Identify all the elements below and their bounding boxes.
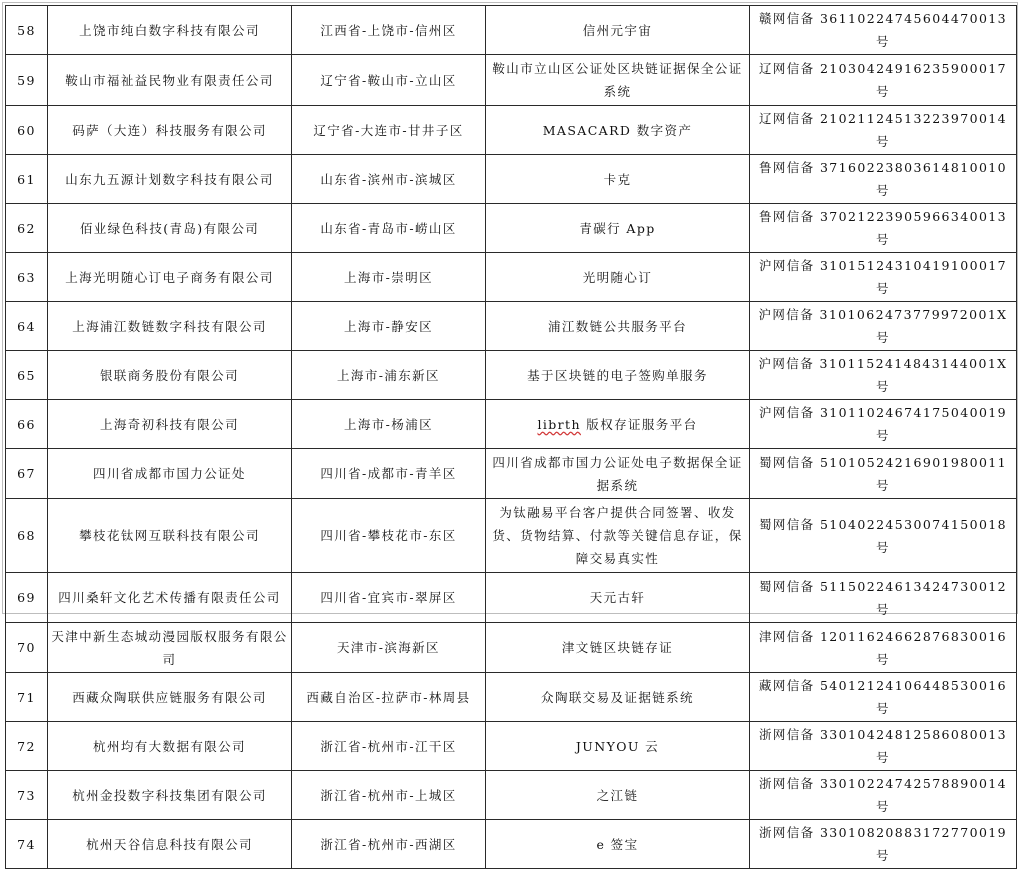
table-row	[6, 253, 1017, 302]
service-name-rest: 版权存证服务平台	[580, 416, 698, 432]
row-number: 62	[6, 204, 48, 253]
location: 西藏自治区-拉萨市-林周县	[292, 673, 486, 722]
company-name: 上海奇初科技有限公司	[48, 400, 292, 449]
row-number: 65	[6, 351, 48, 400]
row-number: 61	[6, 155, 48, 204]
service-name: 光明随心订	[486, 253, 750, 302]
table-row	[6, 673, 1017, 722]
service-name: 卡克	[486, 155, 750, 204]
company-name: 杭州均有大数据有限公司	[48, 722, 292, 771]
row-number: 73	[6, 771, 48, 820]
row-number: 64	[6, 302, 48, 351]
record-number: 鲁网信备 37160223803614810010 号	[750, 155, 1017, 204]
company-name: 码萨（大连）科技服务有限公司	[48, 106, 292, 155]
table-row	[6, 820, 1017, 869]
service-name: 四川省成都市国力公证处电子数据保全证据系统	[486, 449, 750, 499]
company-name: 杭州金投数字科技集团有限公司	[48, 771, 292, 820]
service-name	[486, 400, 750, 449]
row-number: 58	[6, 6, 48, 55]
record-number: 津网信备 12011624662876830016 号	[750, 623, 1017, 673]
service-name: MASACARD 数字资产	[486, 106, 750, 155]
company-name: 上饶市纯白数字科技有限公司	[48, 6, 292, 55]
table-row	[6, 106, 1017, 155]
location: 江西省-上饶市-信州区	[292, 6, 486, 55]
table-row	[6, 499, 1017, 573]
record-number: 沪网信备 31015124310419100017 号	[750, 253, 1017, 302]
service-name: 众陶联交易及证据链系统	[486, 673, 750, 722]
table-row	[6, 623, 1017, 673]
company-name: 银联商务股份有限公司	[48, 351, 292, 400]
location: 浙江省-杭州市-江干区	[292, 722, 486, 771]
row-number: 69	[6, 573, 48, 623]
table-row	[6, 400, 1017, 449]
location: 上海市-浦东新区	[292, 351, 486, 400]
record-number: 沪网信备 3101062473779972001X 号	[750, 302, 1017, 351]
record-number: 浙网信备 33010424812586080013 号	[750, 722, 1017, 771]
location: 山东省-滨州市-滨城区	[292, 155, 486, 204]
service-name: JUNYOU 云	[486, 722, 750, 771]
record-number: 辽网信备 21021124513223970014 号	[750, 106, 1017, 155]
service-name: 之江链	[486, 771, 750, 820]
table-row	[6, 449, 1017, 499]
location: 四川省-成都市-青羊区	[292, 449, 486, 499]
company-name: 上海浦江数链数字科技有限公司	[48, 302, 292, 351]
row-number: 70	[6, 623, 48, 673]
company-name: 上海光明随心订电子商务有限公司	[48, 253, 292, 302]
company-name: 天津中新生态城动漫园版权服务有限公司	[48, 623, 292, 673]
company-name: 四川省成都市国力公证处	[48, 449, 292, 499]
record-number: 浙网信备 33010224742578890014 号	[750, 771, 1017, 820]
service-name: 天元古轩	[486, 573, 750, 623]
row-number: 68	[6, 499, 48, 573]
record-number: 蜀网信备 51010524216901980011 号	[750, 449, 1017, 499]
row-number: 63	[6, 253, 48, 302]
record-number: 辽网信备 21030424916235900017 号	[750, 55, 1017, 106]
company-name: 鞍山市福祉益民物业有限责任公司	[48, 55, 292, 106]
service-name: 浦江数链公共服务平台	[486, 302, 750, 351]
table-row	[6, 722, 1017, 771]
location: 上海市-静安区	[292, 302, 486, 351]
service-name: 为钛融易平台客户提供合同签署、收发货、货物结算、付款等关键信息存证，保障交易真实性	[486, 499, 750, 573]
row-number: 60	[6, 106, 48, 155]
record-number: 蜀网信备 51150224613424730012 号	[750, 573, 1017, 623]
record-number: 沪网信备 31011024674175040019 号	[750, 400, 1017, 449]
row-number: 66	[6, 400, 48, 449]
company-name: 杭州天谷信息科技有限公司	[48, 820, 292, 869]
table-row	[6, 771, 1017, 820]
location: 辽宁省-鞍山市-立山区	[292, 55, 486, 106]
company-name: 佰业绿色科技(青岛)有限公司	[48, 204, 292, 253]
record-number: 蜀网信备 51040224530074150018 号	[750, 499, 1017, 573]
table-row	[6, 302, 1017, 351]
table-row	[6, 573, 1017, 623]
location: 辽宁省-大连市-甘井子区	[292, 106, 486, 155]
row-number: 72	[6, 722, 48, 771]
table-row	[6, 6, 1017, 55]
location: 浙江省-杭州市-上城区	[292, 771, 486, 820]
blockchain-service-registry-table	[5, 5, 1017, 869]
service-name: e 签宝	[486, 820, 750, 869]
table-row	[6, 55, 1017, 106]
company-name: 山东九五源计划数字科技有限公司	[48, 155, 292, 204]
row-number: 67	[6, 449, 48, 499]
location: 山东省-青岛市-崂山区	[292, 204, 486, 253]
record-number: 沪网信备 3101152414843144001X 号	[750, 351, 1017, 400]
service-name: 信州元宇宙	[486, 6, 750, 55]
record-number: 赣网信备 36110224745604470013 号	[750, 6, 1017, 55]
location: 天津市-滨海新区	[292, 623, 486, 673]
service-name: 基于区块链的电子签购单服务	[486, 351, 750, 400]
record-number: 鲁网信备 37021223905966340013 号	[750, 204, 1017, 253]
record-number: 浙网信备 33010820883172770019 号	[750, 820, 1017, 869]
table-row	[6, 204, 1017, 253]
service-name: 青碳行 App	[486, 204, 750, 253]
row-number: 74	[6, 820, 48, 869]
table-row	[6, 155, 1017, 204]
service-name: 鞍山市立山区公证处区块链证据保全公证系统	[486, 55, 750, 106]
location: 浙江省-杭州市-西湖区	[292, 820, 486, 869]
service-name: 津文链区块链存证	[486, 623, 750, 673]
table-row	[6, 351, 1017, 400]
row-number: 59	[6, 55, 48, 106]
location: 四川省-攀枝花市-东区	[292, 499, 486, 573]
company-name: 西藏众陶联供应链服务有限公司	[48, 673, 292, 722]
location: 四川省-宜宾市-翠屏区	[292, 573, 486, 623]
location: 上海市-杨浦区	[292, 400, 486, 449]
company-name: 攀枝花钛网互联科技有限公司	[48, 499, 292, 573]
row-number: 71	[6, 673, 48, 722]
service-brand: librth	[537, 416, 581, 432]
record-number: 藏网信备 54012124106448530016 号	[750, 673, 1017, 722]
company-name: 四川桑轩文化艺术传播有限责任公司	[48, 573, 292, 623]
location: 上海市-崇明区	[292, 253, 486, 302]
